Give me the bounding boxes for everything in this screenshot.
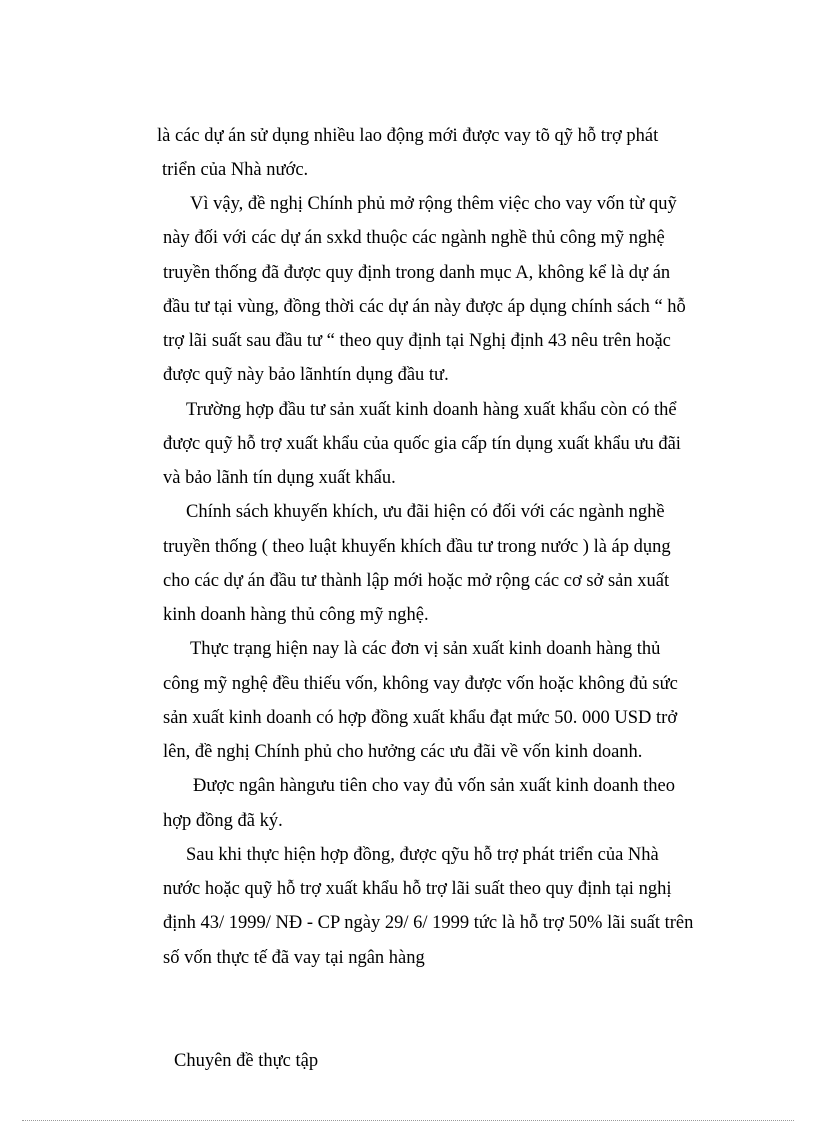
- text-line-20: Được ngân hàngưu tiên cho vay đủ vốn sản xuất kinh doanh theo: [193, 776, 675, 796]
- text-line-6: đầu tư tại vùng, đồng thời các dự án này được áp dụng chính sách “ hỗ: [163, 297, 686, 317]
- text-line-17: công mỹ nghệ đều thiếu vốn, không vay được vốn hoặc không đủ sức: [163, 674, 678, 694]
- footer-title: Chuyên đề thực tập: [174, 1051, 319, 1071]
- text-line-12: Chính sách khuyến khích, ưu đãi hiện có đối với các ngành nghề: [186, 502, 665, 522]
- text-line-25: số vốn thực tế đã vay tại ngân hàng: [163, 948, 425, 968]
- text-line-15: kinh doanh hàng thủ công mỹ nghệ.: [163, 605, 429, 625]
- text-line-13: truyền thống ( theo luật khuyến khích đầu tư trong nước ) là áp dụng: [163, 537, 671, 557]
- text-line-9: Trường hợp đầu tư sản xuất kinh doanh hàng xuất khẩu còn có thể: [186, 400, 677, 420]
- text-line-24: định 43/ 1999/ NĐ - CP ngày 29/ 6/ 1999 tức là hỗ trợ 50% lãi suất trên: [163, 913, 694, 933]
- text-line-23: nước hoặc quỹ hỗ trợ xuất khẩu hỗ trợ lãi suất theo quy định tại nghị: [163, 879, 672, 899]
- text-line-1: là các dự án sử dụng nhiều lao động mới được vay tõ qỹ hỗ trợ phát: [157, 126, 659, 146]
- text-line-16: Thực trạng hiện nay là các đơn vị sản xuất kinh doanh hàng thủ: [190, 639, 661, 659]
- text-line-10: được quỹ hỗ trợ xuất khẩu của quốc gia cấp tín dụng xuất khẩu ưu đãi: [163, 434, 681, 454]
- text-line-7: trợ lãi suất sau đầu tư “ theo quy định tại Nghị định 43 nêu trên hoặc: [163, 331, 671, 351]
- text-line-14: cho các dự án đầu tư thành lập mới hoặc mở rộng các cơ sở sản xuất: [163, 571, 670, 591]
- text-line-11: và bảo lãnh tín dụng xuất khẩu.: [163, 468, 396, 488]
- text-line-22: Sau khi thực hiện hợp đồng, được qỹu hỗ trợ phát triển của Nhà: [186, 845, 659, 865]
- text-line-8: được quỹ này bảo lãnhtín dụng đầu tư.: [163, 365, 449, 385]
- text-line-5: truyền thống đã được quy định trong danh mục A, không kể là dự án: [163, 263, 671, 283]
- text-line-3: Vì vậy, đề nghị Chính phủ mở rộng thêm việc cho vay vốn từ quỹ: [190, 194, 677, 214]
- text-line-21: hợp đồng đã ký.: [163, 811, 283, 831]
- text-line-2: triển của Nhà nước.: [162, 160, 309, 180]
- text-line-18: sản xuất kinh doanh có hợp đồng xuất khẩu đạt mức 50. 000 USD trở: [163, 708, 678, 728]
- page-bottom-divider: [22, 1120, 794, 1121]
- text-line-4: này đối với các dự án sxkd thuộc các ngành nghề thủ công mỹ nghệ: [163, 228, 665, 248]
- text-line-19: lên, đề nghị Chính phủ cho hưởng các ưu đãi về vốn kinh doanh.: [163, 742, 643, 762]
